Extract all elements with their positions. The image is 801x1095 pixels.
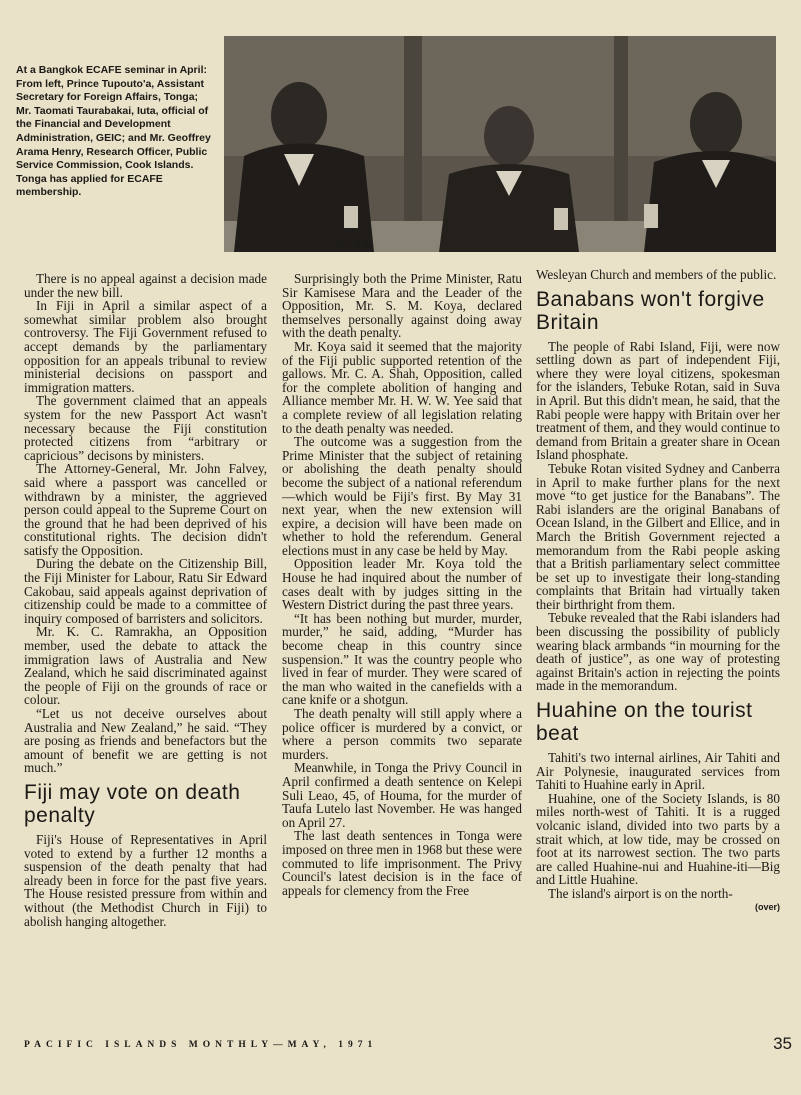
paragraph: Mr. K. C. Ramrakha, an Opposition member, used the debate to attack the immigration laws of Australia and New Zealand, which he said discriminated against the people of Fiji on the grounds of race or colour. — [24, 624, 267, 708]
paragraph: The outcome was a suggestion from the Prime Minister that the subject of retaining or abolishing the death penalty should become the subject of a national referendum—which would be Fiji's first. By May 31 next year, when the new extension will expire, a decision will have been made on whether to hold the referendum. General elections must in any case be held by May. — [282, 434, 522, 558]
photo — [224, 36, 776, 252]
paragraph: Fiji's House of Representatives in April voted to extend by a further 12 months a suspension of the death penalty that had already been in force for the past five years. The House resisted pressure from within and without (the Methodist Church in Fiji) to abolish hanging altogether. — [24, 831, 267, 929]
paragraph: Wesleyan Church and members of the public. — [536, 267, 777, 282]
paragraph: The island's airport is on the north- — [548, 885, 733, 901]
paragraph: Huahine, one of the Society Islands, is 80 miles north-west of Tahiti. It is a rugged volcanic island, divided into two parts by a strait which, at low tide, may be crossed on foot at its narrowest section. The two parts are called Huahine-nui and Huahine-iti—Big and Little Huahine. — [536, 790, 780, 888]
article-heading: Fiji may vote on death penalty — [24, 780, 241, 827]
running-footer: PACIFIC ISLANDS MONTHLY—MAY, 1971 — [24, 1040, 378, 1050]
paragraph: Tahiti's two internal airlines, Air Tahiti and Air Polynesie, inaugurated services from Tahiti to Huahine early in April. — [536, 750, 780, 793]
continued-marker: (over) — [754, 901, 780, 912]
paragraph: The last death sentences in Tonga were imposed on three men in 1968 but these were commuted to life imprisonment. The Privy Council's latest decision is in the face of appeals for clemency from the Free — [282, 828, 522, 898]
tonga-nameplate: TONGA — [328, 240, 372, 249]
paragraph: During the debate on the Citizenship Bill, the Fiji Minister for Labour, Ratu Sir Edward Cakobau, said appeals against deprivation of citizenship could be made to a committee of inquiry composed of barristers and solicitors. — [24, 556, 267, 626]
photo-caption: At a Bangkok ECAFE seminar in April: From left, Prince Tupouto'a, Assistant Secretary for Foreign Affairs, Tonga; Mr. Taomati Taurabakai, Iuta, official of the Financial and Development Administration, GEIC; and Mr. Geoffrey Arama Henry, Research Officer, Public Service Commission, Cook Islands. Tonga has applied for ECAFE membership. — [16, 64, 211, 199]
page-number: 35 — [773, 1034, 792, 1053]
paragraph: Tebuke Rotan visited Sydney and Canberra in April to make further plans for the next move “to get justice for the Banabans”. The Rabi islanders are the original Banabans of Ocean Island, in the Gilbert and Ellice, and in March the British Government rejected a memorandum from the Rabi people asking that a British parliamentary select committee be set up to investigate their long-standing complaints that Britain had virtually taken their birthright from them. — [536, 460, 780, 612]
paragraph: The Attorney-General, Mr. John Falvey, said where a passport was cancelled or withdrawn by a minister, the aggrieved person could appeal to the Supreme Court on the ground that he had been deprived of his constitutional rights. The decision didn't satisfy the Opposition. — [24, 461, 267, 558]
paragraph: There is no appeal against a decision made under the new bill. — [24, 271, 267, 300]
paragraph: Surprisingly both the Prime Minister, Ratu Sir Kamisese Mara and the Leader of the Opposition, Mr. S. M. Koya, declared themselves personally against doing away with the death penalty. — [282, 271, 522, 341]
paragraph: Meanwhile, in Tonga the Privy Council in April confirmed a death sentence on Kelepi Suli Leao, 45, of Houma, for the murder of Taufa Lutelo last November. He was hanged on April 27. — [282, 760, 522, 830]
column-1 — [24, 272, 267, 928]
paragraph: In Fiji in April a similar aspect of a somewhat similar problem also brought controversy. The Fiji Government refused to accept demands by the parliamentary opposition for an appeals tribunal to review ministerial decisions on passport and immigration matters. — [24, 298, 267, 395]
paragraph: Opposition leader Mr. Koya told the House he had inquired about the number of cases dealt with by judges sitting in the Western District during the past three years. — [282, 556, 522, 613]
paragraph: The death penalty will still apply where a police officer is murdered by a convict, or where a person commits two separate murders. — [282, 706, 522, 762]
paragraph: “It has been nothing but murder, murder, murder,” he said, adding, “Murder has become cheap in this country since suspension.” It was the country people who lived in fear of murder. They were scared of the man who waited in the canefields with a cane knife or a shotgun. — [282, 610, 522, 708]
paragraph: The government claimed that an appeals system for the new Passport Act wasn't necessary because the Fiji constitution protected citizens from “arbitrary or capricious” decisons by ministers. — [24, 393, 267, 463]
paragraph: Tebuke revealed that the Rabi islanders had been discussing the possibility of publicly wearing black armbands “in mourning for the death of justice”, as one way of protesting against Britain's action in rejecting the points made in the memorandum. — [536, 610, 780, 694]
paragraph: “Let us not deceive ourselves about Australia and New Zealand,” he said. “They are posing as friends and benefactors but the amount of benefit we are getting is not much.” — [24, 706, 267, 776]
column-2 — [282, 272, 522, 897]
paragraph: Mr. Koya said it seemed that the majority of the Fiji public supported retention of the gallows. Mr. C. A. Shah, Opposition, called for the complete abolition of hanging and Alliance member Mr. H. W. W. Yee said that a complete review of all legislation relating to the death penalty was needed. — [282, 338, 522, 436]
ecafe-seminar-photo — [224, 36, 776, 252]
column-3 — [536, 268, 780, 914]
article-heading: Banabans won't forgive Britain — [536, 287, 765, 334]
article-heading: Huahine on the tourist beat — [536, 699, 753, 746]
paragraph: The people of Rabi Island, Fiji, were now settling down as part of independent Fiji, where they were loyal citizens, spokesman for the islanders, Tebuke Rotan, said in Suva in April. But this didn't mean, he said, that the Rabi people were happy with Britain over her treatment of them, and they would continue to demand from Britain a greater share in Ocean Island phosphate. — [536, 338, 780, 463]
